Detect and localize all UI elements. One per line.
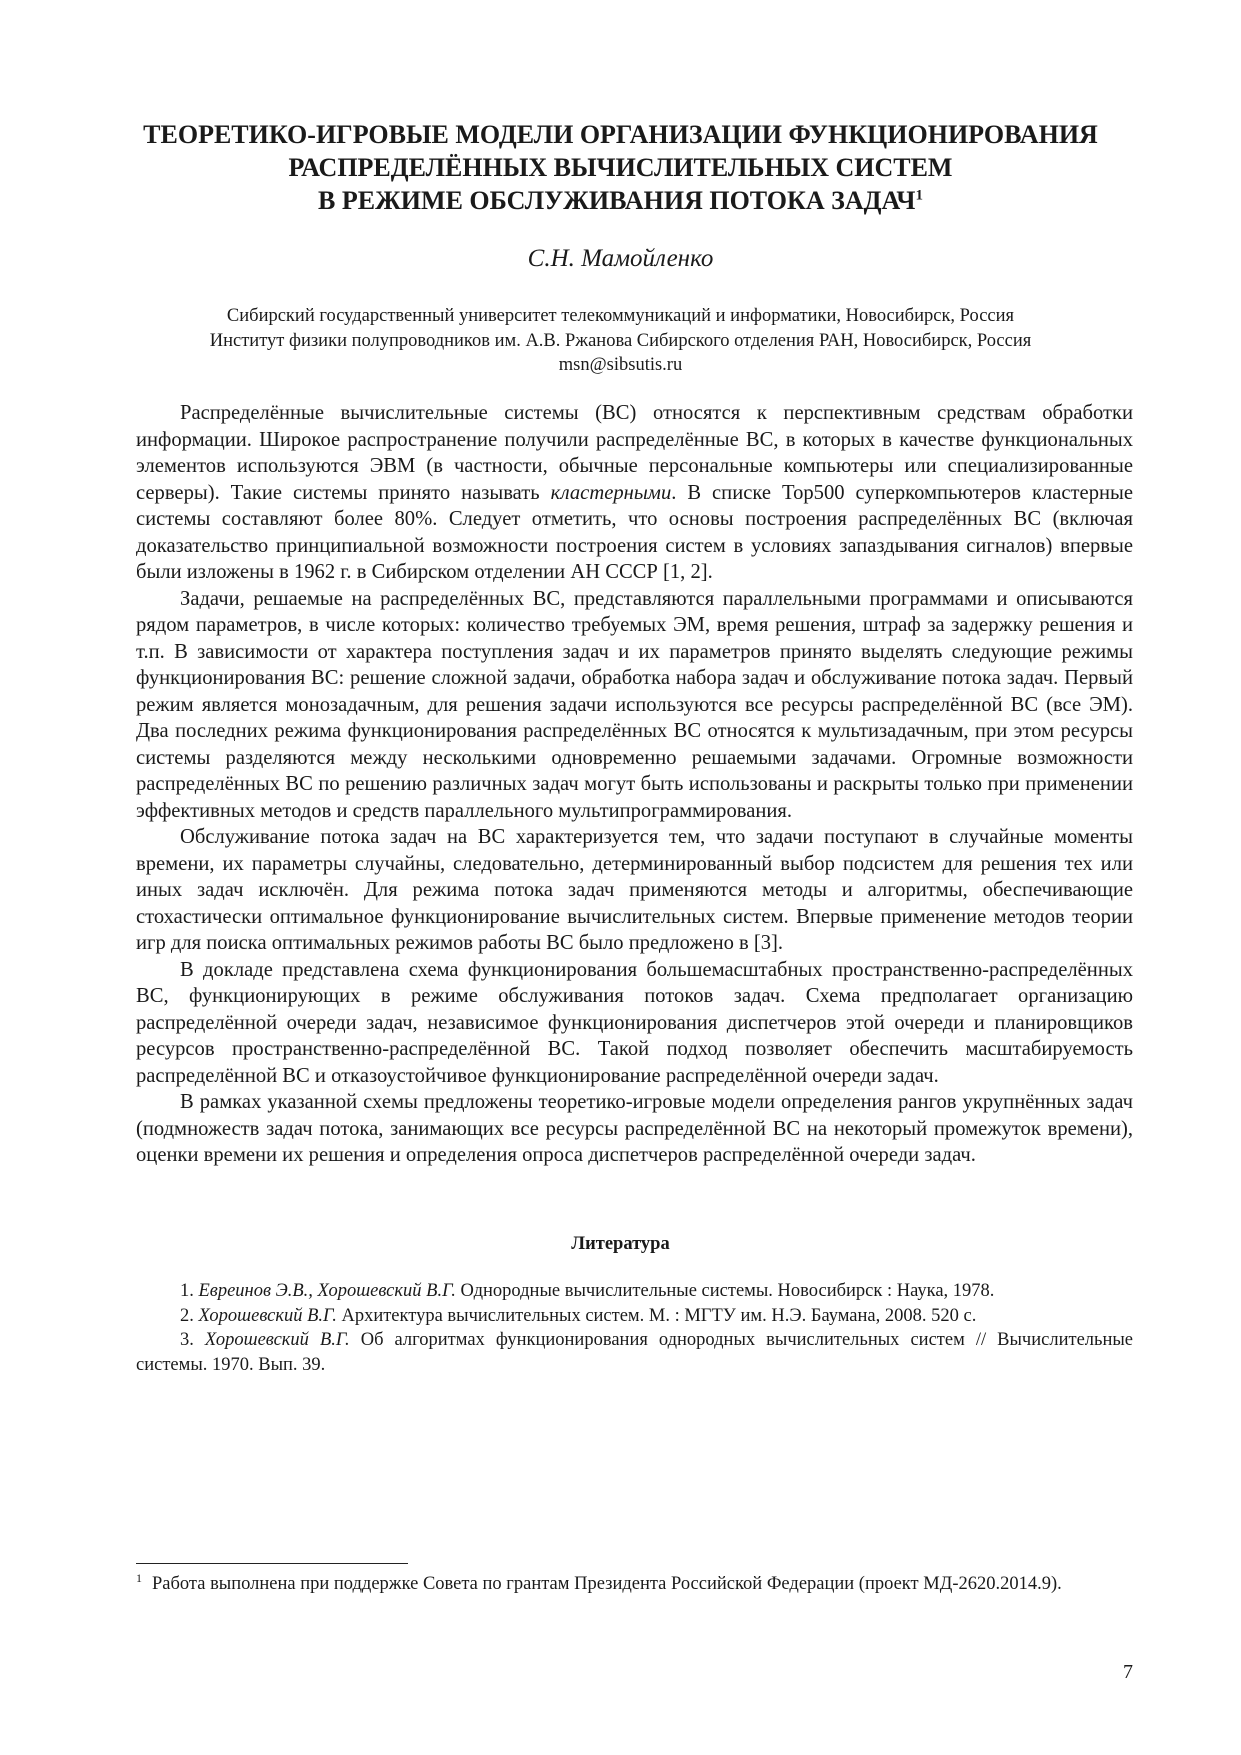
paragraph-1-part-b: . В списке Top500 суперкомпьютеров кластерные системы составляют более 80%. Следует отметить, что основы построения распределённых ВС (включая доказательство принципиальной возможности построения систем в условиях запаздывания сигналов) впервые были изложены в 1962 г. в Сибирском отделении АН СССР [1, 2]. xyxy=(136,481,1133,583)
reference-text: Однородные вычислительные системы. Новосибирск : Наука, 1978. xyxy=(460,1281,995,1301)
paragraph-5: В рамках указанной схемы предложены теоретико-игровые модели определения рангов укрупнённых задач (подмножеств задач потока, занимающих все ресурсы распределённой ВС на некоторый промежуток времени), оценки времени их решения и определения опроса диспетчеров распределённой очереди задач. xyxy=(136,1091,1133,1166)
reference-authors: Евреинов Э.В., Хорошевский В.Г. xyxy=(198,1281,456,1301)
title-line-3 xyxy=(100,184,1141,217)
literature-heading: Литература xyxy=(571,1234,670,1254)
page-number: 7 xyxy=(1123,1661,1133,1683)
title-line-1: ТЕОРЕТИКО-ИГРОВЫЕ МОДЕЛИ ОРГАНИЗАЦИИ ФУНКЦИОНИРОВАНИЯ xyxy=(143,120,1098,149)
footnote-mark: 1 xyxy=(136,1570,142,1585)
reference-number: 3. xyxy=(180,1330,194,1350)
reference-item xyxy=(136,1279,1133,1304)
paragraph-3: Обслуживание потока задач на ВС характеризуется тем, что задачи поступают в случайные моменты времени, их параметры случайны, следовательно, детерминированный выбор подсистем для решения тех или иных задач исключён. Для режима потока задач применяются методы и алгоритмы, обеспечивающие стохастически оптимальное функционирование вычислительных систем. Впервые применение методов теории игр для поиска оптимальных режимов работы ВС было предложено в [3]. xyxy=(136,826,1133,954)
paragraph-1-part-a: Распределённые вычислительные системы (ВС) относятся к перспективным средствам обработки информации. Широкое распространение получили распределённые ВС, в которых в качестве функциональных элементов используются ЭВМ (в частности, обычные персональные компьютеры или специализированные серверы). Такие системы принято называть xyxy=(136,402,1133,504)
paragraph-2: Задачи, решаемые на распределённых ВС, представляются параллельными программами и описываются рядом параметров, в числе которых: количество требуемых ЭМ, время решения, штраф за задержку решения и т.п. В зависимости от характера поступления задач и их параметров принято выделять следующие режимы функционирования ВС: решение сложной задачи, обработка набора задач и обслуживание потока задач. Первый режим является монозадачным, для решения задачи используются все ресурсы распределённой ВС (все ЭМ). Два последних режима функционирования распределённых ВС относятся к мультизадачным, при этом ресурсы системы разделяются между несколькими одновременно решаемыми задачами. Огромные возможности распределённых ВС по решению различных задач могут быть использованы и раскрыты только при применении эффективных методов и средств параллельного мультипрограммирования. xyxy=(136,587,1133,822)
reference-list xyxy=(136,1279,1133,1377)
paragraph-4: В докладе представлена схема функционирования большемасштабных пространственно-распределённых ВС, функционирующих в режиме обслуживания потоков задач. Схема предполагает организацию распределённой очереди задач, независимое функционирования диспетчеров этой очереди и планировщиков ресурсов пространственно-распределённой ВС. Такой подход позволяет обеспечить масштабируемость распределённой ВС и отказоустойчивое функционирование распределённой очереди задач. xyxy=(136,958,1133,1087)
reference-text: Архитектура вычислительных систем. М. : МГТУ им. Н.Э. Баумана, 2008. 520 с. xyxy=(341,1305,977,1326)
affiliation-2: Институт физики полупроводников им. А.В. Ржанова Сибирского отделения РАН, Новосибирск, Россия xyxy=(209,330,1032,351)
paragraph-1 xyxy=(136,400,1133,586)
reference-text: Об алгоритмах функционирования однородных вычислительных систем // Вычислительные системы. 1970. Вып. 39. xyxy=(136,1330,1133,1375)
paragraph-1-emphasis: кластерными xyxy=(550,481,672,504)
footnote-divider xyxy=(136,1563,408,1564)
reference-item xyxy=(136,1328,1133,1377)
reference-number: 2. xyxy=(180,1305,194,1326)
reference-authors: Хорошевский В.Г. xyxy=(204,1330,350,1350)
abstract-body xyxy=(136,400,1133,1169)
footnote-text: Работа выполнена при поддержке Совета по грантам Президента Российской Федерации (проект МД-2620.2014.9). xyxy=(152,1574,1062,1594)
title-line-3-text: В РЕЖИМЕ ОБСЛУЖИВАНИЯ ПОТОКА ЗАДАЧ xyxy=(318,186,916,215)
reference-item xyxy=(136,1304,1133,1329)
affiliation-1: Сибирский государственный университет телекоммуникаций и информатики, Новосибирск, Россия xyxy=(226,306,1015,326)
author-name: С.Н. Мамойленко xyxy=(527,245,714,272)
affiliations xyxy=(100,304,1141,378)
reference-number: 1. xyxy=(180,1281,194,1301)
title-line-2: РАСПРЕДЕЛЁННЫХ ВЫЧИСЛИТЕЛЬНЫХ СИСТЕМ xyxy=(288,153,953,182)
footnote xyxy=(136,1572,1133,1597)
title-footnote-mark: 1 xyxy=(915,187,923,204)
paper-title xyxy=(100,118,1141,217)
author-email: msn@sibsutis.ru xyxy=(558,355,683,375)
reference-authors: Хорошевский В.Г. xyxy=(198,1305,337,1326)
